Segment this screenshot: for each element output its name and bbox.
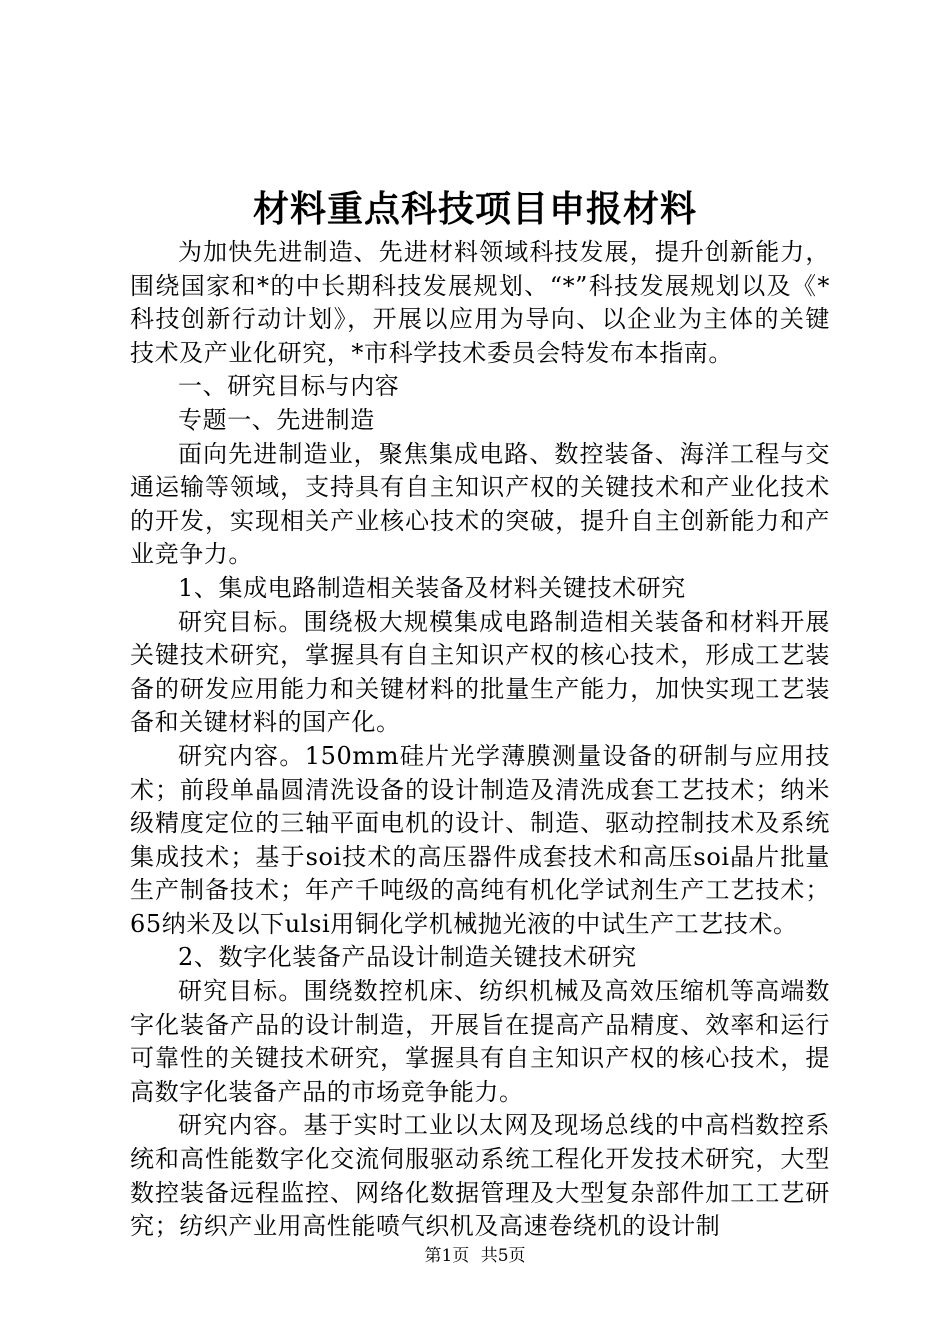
paragraph-research-content-1: 研究内容。150mm硅片光学薄膜测量设备的研制与应用技术；前段单晶圆清洗设备的设计制造及清洗成套工艺技术；纳米级精度定位的三轴平面电机的设计、制造、驱动控制技术及系统集成技术；基于soi技术的高压器件成套技术和高压soi晶片批量生产制备技术；年产千吨级的高纯有机化学试剂生产工艺技术；65纳米及以下ulsi用铜化学机械抛光液的中试生产工艺技术。 [130, 741, 830, 938]
document-body [130, 236, 830, 1244]
section-heading: 一、研究目标与内容 [178, 372, 400, 401]
page-total: 共5页 [480, 1246, 526, 1266]
paragraph-research-goal-2: 研究目标。围绕数控机床、纺织机械及高效压缩机等高端数字化装备产品的设计制造，开展旨在提高产品精度、效率和运行可靠性的关键技术研究，掌握具有自主知识产权的核心技术，提高数字化装备产品的市场竞争能力。 [130, 977, 830, 1106]
page-footer [0, 1244, 950, 1268]
paragraph-research-goal-1: 研究目标。围绕极大规模集成电路制造相关装备和材料开展关键技术研究，掌握具有自主知识产权的核心技术，形成工艺装备的研发应用能力和关键材料的批量生产能力，加快实现工艺装备和关键材料的国产化。 [130, 607, 830, 737]
page-number: 第1页 [424, 1246, 470, 1266]
subtopic-heading-1: 1、集成电路制造相关装备及材料关键技术研究 [178, 573, 686, 602]
document-title: 材料重点科技项目申报材料 [252, 188, 697, 230]
subtopic-heading-2: 2、数字化装备产品设计制造关键技术研究 [178, 943, 637, 972]
paragraph-intro: 为加快先进制造、先进材料领域科技发展，提升创新能力，围绕国家和*的中长期科技发展规划、“*”科技发展规划以及《*科技创新行动计划》，开展以应用为导向、以企业为主体的关键技术及产业化研究，*市科学技术委员会特发布本指南。 [130, 238, 830, 367]
paragraph-research-content-2: 研究内容。基于实时工业以太网及现场总线的中高档数控系统和高性能数字化交流伺服驱动系统工程化开发技术研究，大型数控装备远程监控、网络化数据管理及大型复杂部件加工工艺研究；纺织产业用高性能喷气织机及高速卷绕机的设计制 [130, 1111, 830, 1241]
topic-heading: 专题一、先进制造 [178, 405, 375, 434]
paragraph-topic-overview: 面向先进制造业，聚焦集成电路、数控装备、海洋工程与交通运输等领域，支持具有自主知识产权的关键技术和产业化技术的开发，实现相关产业核心技术的突破，提升自主创新能力和产业竞争力。 [130, 439, 830, 569]
